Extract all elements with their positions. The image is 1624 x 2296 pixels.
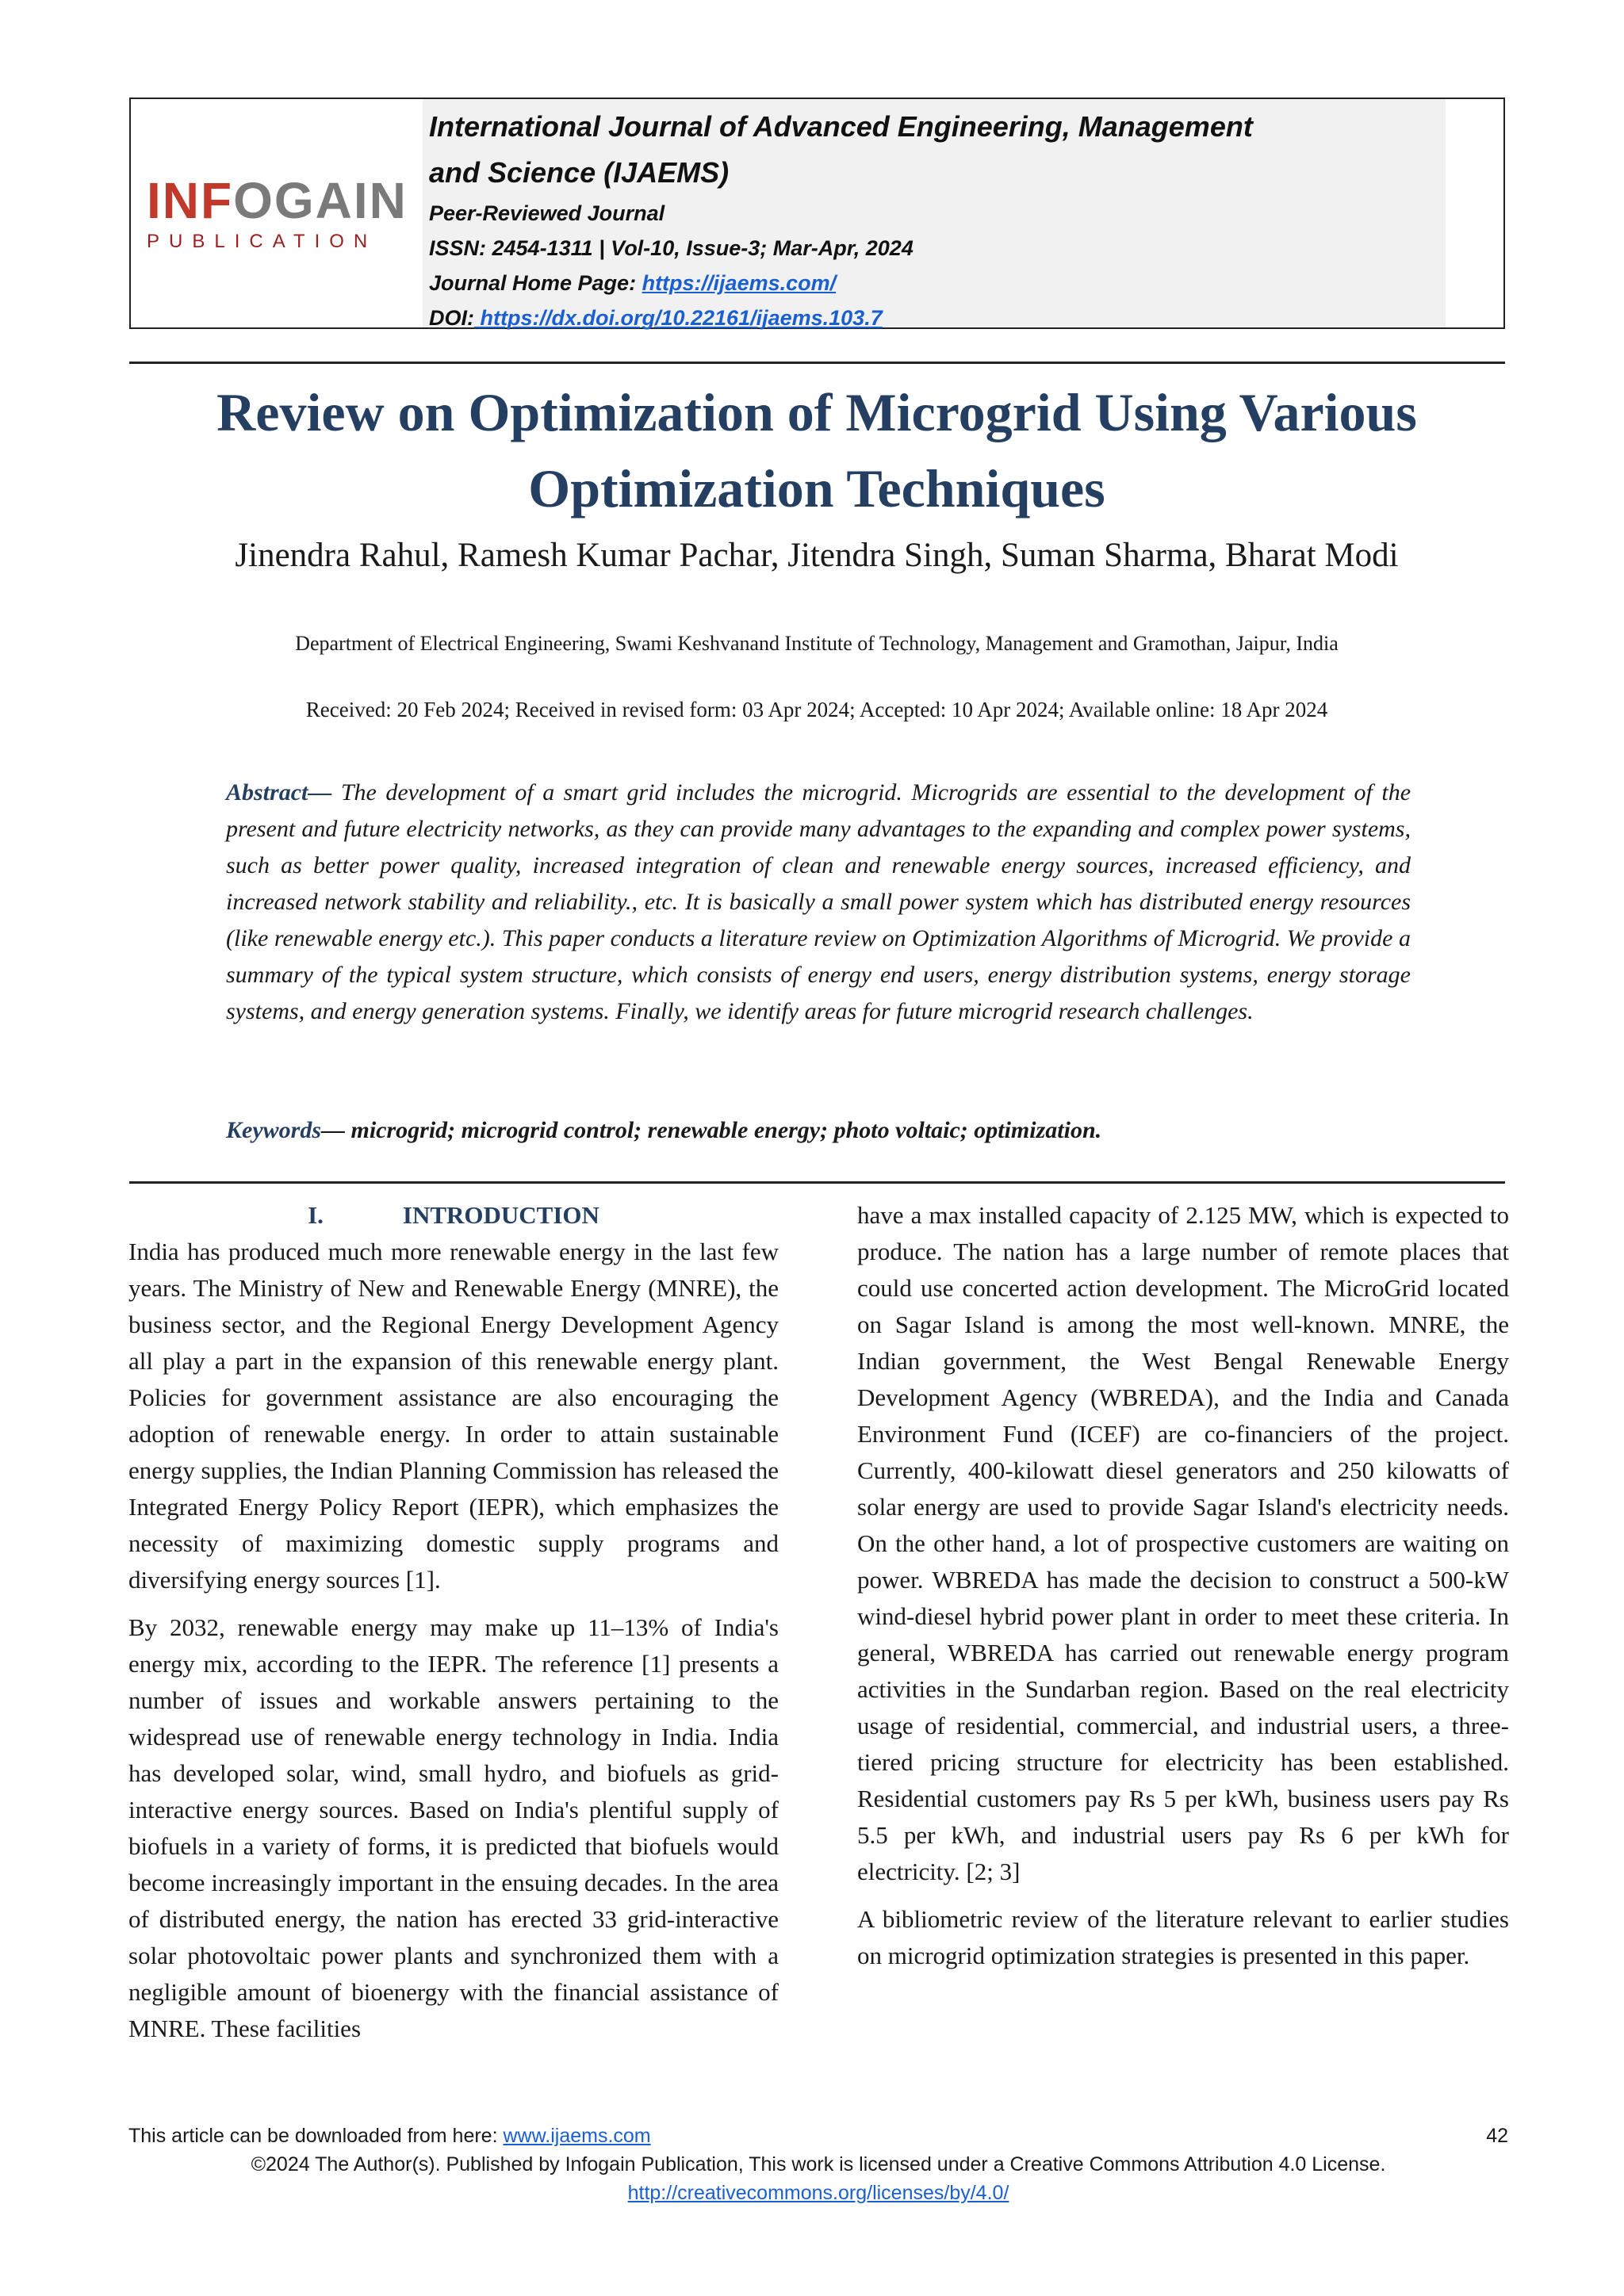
paper-affiliation: Department of Electrical Engineering, Swami Keshvanand Institute of Technology, Management and Gramothan, Jaipur, India	[295, 632, 1339, 655]
issn-line: ISSN: 2454-1311 | Vol-10, Issue-3; Mar-Apr, 2024	[429, 236, 914, 260]
page-number: 42	[1486, 2125, 1508, 2147]
section-number: I.	[308, 1201, 324, 1229]
logo-subtitle: PUBLICATION	[147, 231, 377, 252]
logo-word-part3: GAIN	[274, 172, 408, 229]
peer-reviewed-label: Peer-Reviewed Journal	[429, 201, 665, 225]
abstract-text: The development of a smart grid includes the microgrid. Microgrids are essential to the development of the present and future electricity networks, as they can provide many advantages to the expanding and complex power systems, such as better power quality, increased integration of clean and renewable energy sources, increased efficiency, and increased network stability and reliability., etc. It is basically a small power system which has distributed energy resources (like renewable energy etc.). This paper conducts a literature review on Optimization Algorithms of Microgrid. We provide a summary of the typical system structure, which consists of energy end users, energy distribution systems, energy storage systems, and energy generation systems. Finally, we identify areas for future microgrid research challenges.	[226, 779, 1411, 1024]
doi-link[interactable]: https://dx.doi.org/10.22161/ijaems.103.7	[474, 306, 883, 330]
abstract-dash: —	[308, 779, 341, 806]
section-heading	[128, 1197, 779, 1234]
journal-title: International Journal of Advanced Engineering, Management and Science (IJAEMS)	[429, 110, 1253, 189]
doi-label: DOI:	[429, 306, 474, 330]
page-footer	[128, 2122, 1508, 2207]
body-right-column	[857, 1197, 1509, 1985]
homepage-line	[429, 266, 1446, 300]
homepage-label: Journal Home Page:	[429, 271, 642, 295]
paragraph: By 2032, renewable energy may make up 11–13% of India's energy mix, according to the IEPR. The reference [1] presents a number of issues and workable answers pertaining to the widespread use of renewable energy technology in India. India has developed solar, wind, small hydro, and biofuels as grid-interactive energy sources. Based on India's plentiful supply of biofuels in a variety of forms, it is predicted that biofuels would become increasingly important in the ensuing decades. In the area of distributed energy, the nation has erected 33 grid-interactive solar photovoltaic power plants and synchronized them with a negligible amount of bioenergy with the financial assistance of MNRE. These facilities	[128, 1613, 779, 2042]
abstract-label: Abstract	[226, 779, 308, 806]
section-title: INTRODUCTION	[402, 1201, 599, 1229]
download-link[interactable]: www.ijaems.com	[503, 2125, 651, 2147]
paragraph: have a max installed capacity of 2.125 MW, which is expected to produce. The nation has a large number of remote places that could use concerted action development. The MicroGrid located on Sagar Island is among the most well-known. MNRE, the Indian government, the West Bengal Renewable Energy Development Agency (WBREDA), and the India and Canada Environment Fund (ICEF) are co-financiers of the project. Currently, 400-kilowatt diesel generators and 250 kilowatts of solar energy are used to provide Sagar Island's electricity needs. On the other hand, a lot of prospective customers are waiting on power. WBREDA has made the decision to construct a 500-kW wind-diesel hybrid power plant in order to meet these criteria. In general, WBREDA has carried out renewable energy program activities in the Sundarban region. Based on the real electricity usage of residential, commercial, and industrial users, a three-tiered pricing structure for electricity has been established. Residential customers pay Rs 5 per kWh, business users pay Rs 5.5 per kWh, and industrial users pay Rs 6 per kWh for electricity. [2; 3]	[857, 1201, 1509, 1885]
paper-dates: Received: 20 Feb 2024; Received in revised form: 03 Apr 2024; Accepted: 10 Apr 2024; Available online: 18 Apr 2024	[305, 698, 1328, 721]
body-left-column	[128, 1197, 779, 2058]
keywords-text: — microgrid; microgrid control; renewable energy; photo voltaic; optimization.	[321, 1117, 1102, 1143]
paragraph: India has produced much more renewable energy in the last few years. The Ministry of New and Renewable Energy (MNRE), the business sector, and the Regional Energy Development Agency all play a part in the expansion of this renewable energy plant. Policies for government assistance are also encouraging the adoption of renewable energy. In order to attain sustainable energy supplies, the Indian Planning Commission has released the Integrated Energy Policy Report (IEPR), which emphasizes the necessity of maximizing domestic supply programs and diversifying energy sources [1].	[128, 1238, 779, 1594]
logo-word-part1: INF	[147, 172, 234, 229]
abstract-divider	[129, 1181, 1505, 1184]
header-divider	[129, 362, 1505, 364]
keywords	[226, 1112, 1411, 1149]
publisher-logo	[147, 172, 408, 262]
logo-globe-icon: O	[233, 172, 274, 229]
license-text: ©2024 The Author(s). Published by Infogain Publication, This work is licensed under a Creative Commons Attribution 4.0 License.	[251, 2153, 1386, 2175]
homepage-link[interactable]: https://ijaems.com/	[642, 271, 837, 295]
paper-authors: Jinendra Rahul, Ramesh Kumar Pachar, Jitendra Singh, Suman Sharma, Bharat Modi	[235, 537, 1399, 574]
license-link[interactable]: http://creativecommons.org/licenses/by/4.0/	[627, 2182, 1009, 2204]
paper-title: Review on Optimization of Microgrid Using Various Optimization Techniques	[216, 382, 1417, 519]
journal-header	[129, 98, 1505, 329]
keywords-label: Keywords	[226, 1117, 321, 1143]
abstract	[226, 775, 1411, 1030]
download-label: This article can be downloaded from here:	[128, 2125, 504, 2147]
paragraph: A bibliometric review of the literature relevant to earlier studies on microgrid optimization strategies is presented in this paper.	[857, 1905, 1509, 1969]
journal-info	[423, 99, 1446, 330]
doi-line	[429, 300, 1446, 335]
